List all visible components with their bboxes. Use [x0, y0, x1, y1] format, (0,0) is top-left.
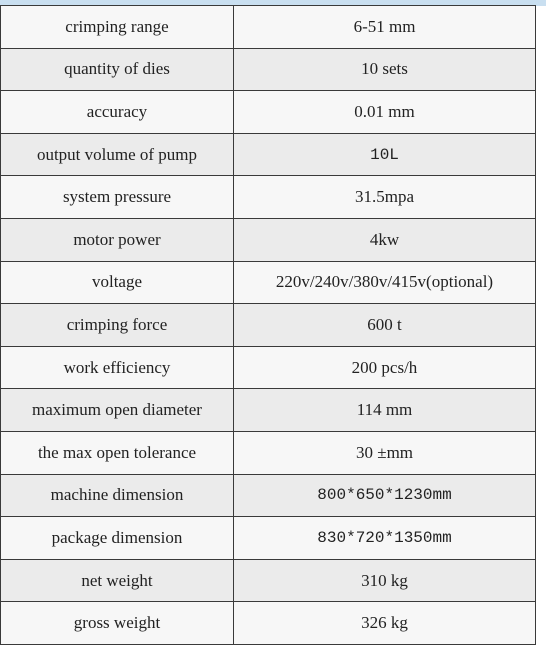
row-label-system-pressure: system pressure	[1, 176, 234, 219]
row-label-crimping-force: crimping force	[1, 304, 234, 347]
row-label-machine-dimension: machine dimension	[1, 474, 234, 517]
row-value-crimping-range: 6-51 mm	[234, 6, 536, 49]
row-value-net-weight: 310 kg	[234, 559, 536, 602]
row-value-gross-weight: 326 kg	[234, 602, 536, 645]
table-row	[1, 431, 536, 474]
row-value-machine-dimension: 800*650*1230mm	[234, 474, 536, 517]
table-row	[1, 48, 536, 91]
table-row	[1, 474, 536, 517]
row-label-voltage: voltage	[1, 261, 234, 304]
row-label-crimping-range: crimping range	[1, 6, 234, 49]
row-value-motor-power: 4kw	[234, 218, 536, 261]
table-row	[1, 346, 536, 389]
row-value-work-efficiency: 200 pcs/h	[234, 346, 536, 389]
table-row	[1, 218, 536, 261]
row-label-accuracy: accuracy	[1, 91, 234, 134]
table-row	[1, 602, 536, 645]
table-row	[1, 559, 536, 602]
row-value-output-volume-of-pump: 10L	[234, 133, 536, 176]
row-value-system-pressure: 31.5mpa	[234, 176, 536, 219]
row-label-max-open-tolerance: the max open tolerance	[1, 431, 234, 474]
table-row	[1, 133, 536, 176]
table-row	[1, 91, 536, 134]
row-label-quantity-of-dies: quantity of dies	[1, 48, 234, 91]
row-value-package-dimension: 830*720*1350mm	[234, 517, 536, 560]
row-label-output-volume-of-pump: output volume of pump	[1, 133, 234, 176]
row-value-accuracy: 0.01 mm	[234, 91, 536, 134]
table-row	[1, 389, 536, 432]
table-row	[1, 176, 536, 219]
row-label-motor-power: motor power	[1, 218, 234, 261]
spec-table	[0, 5, 536, 645]
row-label-maximum-open-diameter: maximum open diameter	[1, 389, 234, 432]
row-label-package-dimension: package dimension	[1, 517, 234, 560]
table-row	[1, 517, 536, 560]
row-value-quantity-of-dies: 10 sets	[234, 48, 536, 91]
row-label-net-weight: net weight	[1, 559, 234, 602]
row-value-crimping-force: 600 t	[234, 304, 536, 347]
table-row	[1, 261, 536, 304]
row-value-max-open-tolerance: 30 ±mm	[234, 431, 536, 474]
row-value-voltage: 220v/240v/380v/415v(optional)	[234, 261, 536, 304]
table-row	[1, 6, 536, 49]
row-value-maximum-open-diameter: 114 mm	[234, 389, 536, 432]
row-label-work-efficiency: work efficiency	[1, 346, 234, 389]
table-row	[1, 304, 536, 347]
row-label-gross-weight: gross weight	[1, 602, 234, 645]
